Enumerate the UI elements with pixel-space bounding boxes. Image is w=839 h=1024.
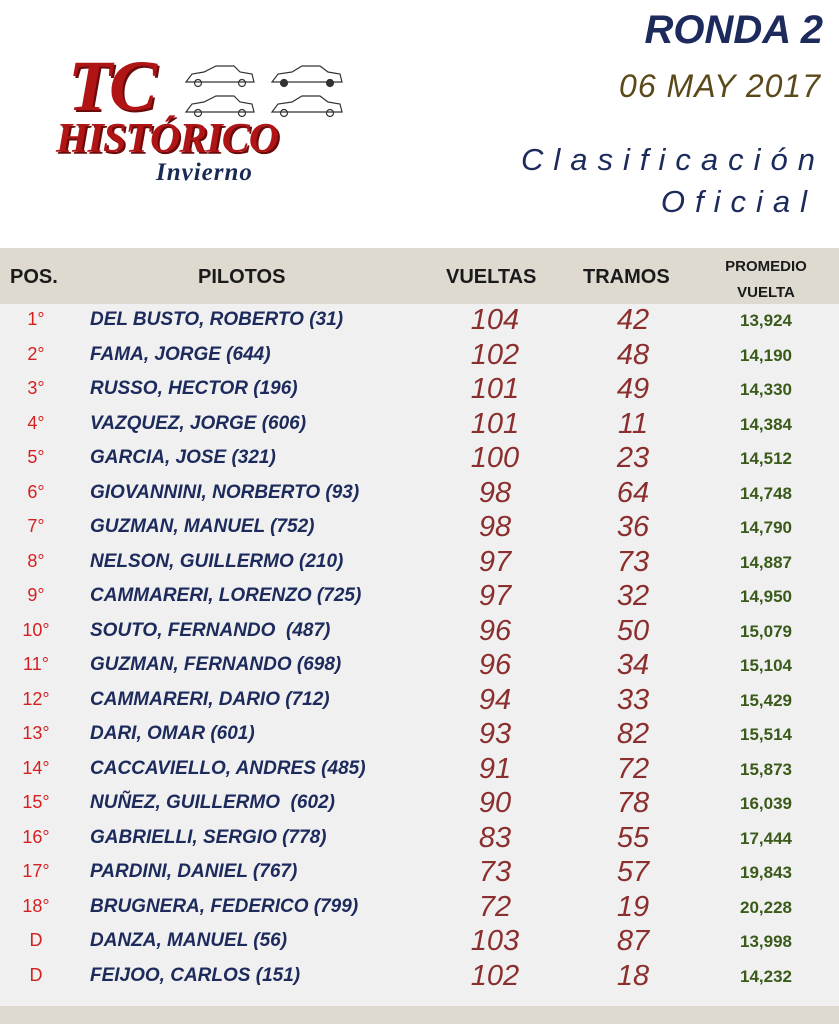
- cell-promedio: 15,429: [740, 690, 792, 710]
- cell-position: 12°: [22, 688, 50, 709]
- cell-tramos: 72: [616, 752, 650, 785]
- cell-vueltas: 98: [478, 476, 512, 509]
- cell-promedio: 15,104: [740, 656, 792, 675]
- cell-tramos: 34: [616, 649, 650, 681]
- cell-piloto: GARCIA, JOSE (321): [90, 447, 276, 468]
- event-date: 06 MAY 2017: [619, 68, 821, 104]
- table-row: [0, 477, 839, 512]
- logo-historico-text: HISTÓRICO: [56, 116, 279, 162]
- cell-position: 18°: [22, 895, 50, 916]
- cell-tramos: 82: [616, 718, 650, 750]
- tc-historico-logo: [52, 46, 352, 192]
- cell-piloto: GABRIELLI, SERGIO (778): [90, 826, 327, 848]
- cell-promedio: 14,950: [740, 587, 792, 606]
- cell-position: D: [29, 930, 43, 950]
- table-header: [0, 248, 839, 304]
- cell-promedio: 14,790: [740, 518, 792, 537]
- official-subtitle: Oficial: [660, 184, 817, 219]
- cell-promedio: 15,514: [740, 725, 792, 744]
- cell-vueltas: 97: [478, 580, 512, 612]
- cell-vueltas: 102: [470, 959, 520, 992]
- cell-piloto: VAZQUEZ, JORGE (606): [90, 412, 307, 434]
- table-row: [0, 856, 839, 891]
- cell-position: 13°: [22, 723, 50, 743]
- table-row: [0, 511, 839, 546]
- cell-position: 5°: [27, 447, 45, 467]
- cell-vueltas: 98: [478, 511, 512, 543]
- cell-position: 8°: [27, 550, 45, 571]
- cell-promedio: 16,039: [740, 794, 792, 813]
- cell-position: D: [29, 964, 43, 985]
- cell-piloto: CAMMARERI, DARIO (712): [90, 688, 330, 710]
- cell-piloto: GUZMAN, MANUEL (752): [90, 516, 315, 537]
- cell-vueltas: 96: [478, 614, 512, 647]
- table-row: [0, 684, 839, 719]
- table-row: [0, 408, 839, 443]
- table-row: [0, 787, 839, 822]
- cell-piloto: CACCAVIELLO, ANDRES (485): [90, 757, 366, 779]
- cell-piloto: FAMA, JORGE (644): [90, 343, 271, 365]
- cell-tramos: 50: [616, 614, 650, 647]
- cell-promedio: 14,232: [740, 966, 792, 986]
- classification-title: Clasificación: [520, 142, 825, 177]
- cell-promedio: 15,873: [740, 759, 792, 779]
- logo-tc-text: TC: [68, 46, 155, 126]
- cell-position: 17°: [22, 861, 50, 881]
- cell-piloto: RUSSO, HECTOR (196): [90, 378, 298, 399]
- cell-piloto: DARI, OMAR (601): [90, 723, 255, 744]
- cell-position: 2°: [27, 343, 45, 364]
- cell-tramos: 73: [616, 545, 650, 578]
- column-header-promedio-line2: VUELTA: [737, 284, 795, 301]
- table-row: [0, 373, 839, 408]
- cell-promedio: 13,924: [740, 311, 792, 330]
- cell-tramos: 33: [616, 683, 650, 716]
- column-header-promedio-line1: PROMEDIO: [725, 258, 807, 275]
- cell-piloto: CAMMARERI, LORENZO (725): [90, 585, 362, 606]
- cell-promedio: 14,384: [740, 414, 792, 434]
- cell-tramos: 48: [616, 338, 650, 371]
- round-title: RONDA 2: [644, 8, 823, 52]
- table-row: [0, 718, 839, 753]
- column-header-promedio: [706, 254, 826, 306]
- column-header-tramos: TRAMOS: [583, 266, 670, 288]
- cell-piloto: PARDINI, DANIEL (767): [90, 861, 298, 882]
- cell-tramos: 55: [616, 821, 650, 854]
- table-row: [0, 822, 839, 857]
- cell-vueltas: 97: [478, 545, 512, 578]
- results-table: [0, 248, 839, 1024]
- table-row: [0, 546, 839, 581]
- cell-promedio: 15,079: [740, 621, 792, 641]
- cell-tramos: 36: [616, 511, 650, 543]
- cell-position: 3°: [27, 378, 45, 398]
- cell-promedio: 14,512: [740, 449, 792, 468]
- cell-promedio: 17,444: [740, 828, 792, 848]
- table-row: [0, 304, 839, 339]
- cell-position: 1°: [27, 309, 45, 329]
- cell-position: 6°: [27, 481, 45, 502]
- table-row: [0, 615, 839, 650]
- cell-position: 16°: [22, 826, 50, 847]
- cell-tramos: 32: [616, 580, 650, 612]
- cell-tramos: 78: [616, 787, 650, 819]
- cell-piloto: BRUGNERA, FEDERICO (799): [90, 895, 359, 917]
- cell-vueltas: 101: [470, 373, 520, 405]
- cell-position: 4°: [27, 412, 45, 433]
- cell-vueltas: 103: [470, 925, 520, 957]
- cell-tramos: 19: [616, 890, 650, 923]
- cell-vueltas: 93: [478, 718, 512, 750]
- cell-piloto: FEIJOO, CARLOS (151): [90, 964, 301, 986]
- cell-vueltas: 91: [478, 752, 512, 785]
- cell-piloto: DANZA, MANUEL (56): [90, 930, 288, 951]
- cell-tramos: 64: [616, 476, 650, 509]
- column-header-pos: POS.: [10, 266, 58, 288]
- cell-vueltas: 104: [470, 304, 520, 336]
- cell-piloto: DEL BUSTO, ROBERTO (31): [90, 309, 344, 330]
- cell-tramos: 11: [617, 407, 649, 440]
- table-row: [0, 925, 839, 960]
- cell-vueltas: 73: [478, 856, 512, 888]
- cell-vueltas: 72: [478, 890, 512, 923]
- cell-piloto: GIOVANNINI, NORBERTO (93): [90, 481, 360, 503]
- cell-tramos: 87: [616, 925, 650, 957]
- table-row: [0, 580, 839, 615]
- cell-promedio: 14,330: [740, 380, 792, 399]
- cell-tramos: 42: [616, 304, 650, 336]
- cell-vueltas: 101: [470, 407, 520, 440]
- cell-position: 7°: [27, 516, 45, 536]
- cell-vueltas: 90: [478, 787, 512, 819]
- table-row: [0, 442, 839, 477]
- column-header-pilotos: PILOTOS: [198, 266, 286, 288]
- cell-vueltas: 96: [478, 649, 512, 681]
- table-row: [0, 753, 839, 788]
- cell-promedio: 20,228: [740, 897, 792, 917]
- logo-invierno-text: Invierno: [156, 159, 253, 186]
- cell-vueltas: 94: [478, 683, 512, 716]
- cell-vueltas: 102: [470, 338, 520, 371]
- table-body: [0, 304, 839, 994]
- cell-position: 14°: [22, 757, 50, 778]
- cell-piloto: GUZMAN, FERNANDO (698): [90, 654, 342, 675]
- cell-promedio: 14,190: [740, 345, 792, 365]
- cell-piloto: SOUTO, FERNANDO (487): [90, 619, 331, 641]
- cell-promedio: 14,887: [740, 552, 792, 572]
- table-row: [0, 339, 839, 374]
- cell-tramos: 23: [616, 442, 650, 474]
- table-footer-bar: [0, 1006, 839, 1024]
- table-row: [0, 891, 839, 926]
- cell-piloto: NELSON, GUILLERMO (210): [90, 550, 344, 572]
- cell-position: 10°: [22, 619, 50, 640]
- cell-promedio: 19,843: [740, 863, 792, 882]
- cell-tramos: 49: [616, 373, 650, 405]
- cell-tramos: 18: [616, 959, 650, 992]
- table-row: [0, 649, 839, 684]
- column-header-vueltas: VUELTAS: [446, 266, 537, 288]
- table-row: [0, 960, 839, 995]
- classic-cars-illustration: [182, 58, 352, 120]
- cell-tramos: 57: [616, 856, 650, 888]
- cell-position: 15°: [22, 792, 50, 812]
- cell-vueltas: 83: [478, 821, 512, 854]
- cell-piloto: NUÑEZ, GUILLERMO (602): [90, 792, 335, 813]
- cell-position: 11°: [23, 654, 49, 674]
- cell-vueltas: 100: [470, 442, 520, 474]
- cell-position: 9°: [27, 585, 45, 605]
- cell-promedio: 14,748: [740, 483, 792, 503]
- cell-promedio: 13,998: [740, 932, 792, 951]
